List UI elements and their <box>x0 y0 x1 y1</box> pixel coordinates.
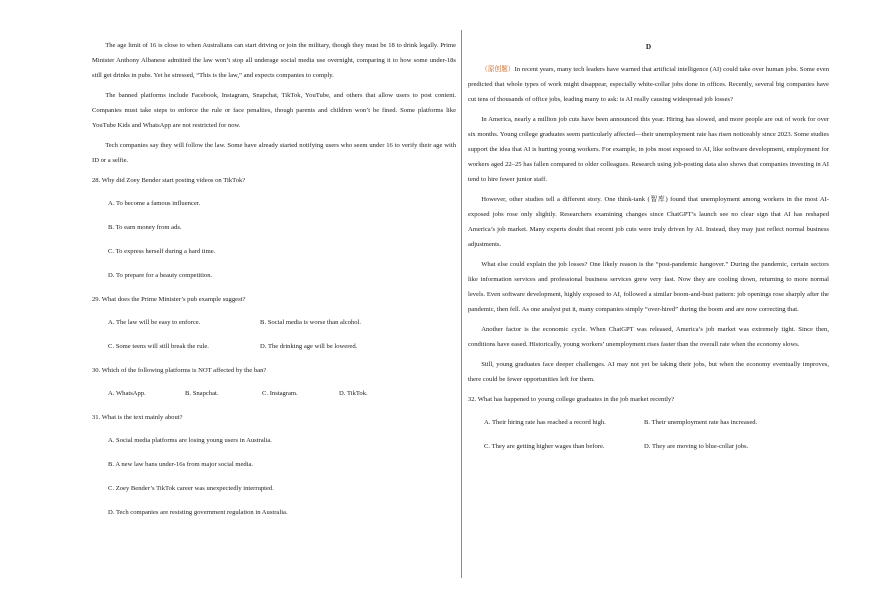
passage-paragraph: Tech companies say they will follow the law. Some have already started notifying users who seem under 16 to verify their age with ID or a selfie. <box>92 142 456 164</box>
question-28-option-b: B. To earn money from ads. <box>108 224 182 231</box>
question-28-option-c: C. To express herself during a hard time. <box>108 248 216 255</box>
column-divider <box>461 30 462 578</box>
passage-paragraph: The age limit of 16 is close to when Australians can start driving or join the military, though they must be 18 to drink legally. Prime Minister Anthony Albanese admitted the law won’t stop all underage social media use overnight, comparing it to how some under-18s still get drinks in pubs. Yet he stressed, “This is the law,” and expects companies to comply. <box>92 42 456 79</box>
left-column <box>92 38 456 529</box>
question-31-option-a: A. Social media platforms are losing young users in Australia. <box>108 437 272 444</box>
question-29-options-row-1 <box>92 315 456 330</box>
question-30-options-row <box>92 386 456 401</box>
question-30-stem: 30. Which of the following platforms is NOT affected by the ban? <box>92 367 267 374</box>
question-31-option-c: C. Zoey Bender’s TikTok career was unexpectedly interrupted. <box>108 485 274 492</box>
passage-paragraph-text: In recent years, many tech leaders have warned that artificial intelligence (AI) could take over human jobs. Some even predicted that whole types of work might disappear, especially white-collar jobs done in offices. Recently, several big companies have cut tens of thousands of office jobs, leading many to ask: is AI really causing widespread job losses? <box>468 66 829 103</box>
passage-paragraph: Another factor is the economic cycle. When ChatGPT was released, America’s job market was extremely tight. Since then, conditions have eased. Historically, young workers’ unemployment rises faster than the overall rate when the economy slows. <box>468 326 829 348</box>
question-29-options-row-2 <box>92 339 456 354</box>
question-31-stem: 31. What is the text mainly about? <box>92 414 183 421</box>
question-29-option-a: A. The law will be easy to enforce. <box>108 319 201 326</box>
question-32-stem: 32. What has happened to young college graduates in the job market recently? <box>468 396 675 403</box>
question-28-option-d: D. To prepare for a beauty competition. <box>108 272 213 279</box>
passage-paragraph: In America, nearly a million job cuts have been announced this year. Hiring has slowed, and more people are out of work for over six months. Young college graduates seem particularly affected—their unemployment rate has risen noticeably since 2023. Some studies support the idea that AI is hurting young workers. For example, in jobs most exposed to AI, like software development, employment for workers aged 22–25 has fallen compared to older colleagues. Research using job-posting data also shows that companies investing in AI tend to hire fewer junior staff. <box>468 116 829 183</box>
question-29-option-b: B. Social media is worse than alcohol. <box>260 319 362 326</box>
section-heading: D <box>645 43 652 51</box>
question-32-options-row-1 <box>468 415 829 430</box>
right-column <box>468 38 829 463</box>
question-31-option-d: D. Tech companies are resisting government regulation in Australia. <box>108 509 288 516</box>
question-32-option-a: A. Their hiring rate has reached a record high. <box>484 419 606 426</box>
question-30-option-d: D. TikTok. <box>339 390 368 397</box>
question-30-option-a: A. WhatsApp. <box>108 390 146 397</box>
question-29-stem: 29. What does the Prime Minister’s pub example suggest? <box>92 296 246 303</box>
passage-paragraph <box>468 62 829 107</box>
passage-paragraph: Still, young graduates face deeper challenges. AI may not yet be taking their jobs, but when the economy eventually improves, there could be fewer opportunities left for them. <box>468 361 829 383</box>
question-32-option-b: B. Their unemployment rate has increased. <box>644 419 758 426</box>
passage-paragraph: However, other studies tell a different story. One think-tank (智库) found that unemployment among workers in the most AI-exposed jobs rose only slightly. Researchers examining changes since ChatGPT’s launch see no clear sign that AI has reshaped America’s job market. Many experts doubt that recent job cuts were truly driven by AI. Instead, they may just reflect normal business adjustments. <box>468 196 829 248</box>
question-32-option-d: D. They are moving to blue-collar jobs. <box>644 443 749 450</box>
question-32-option-c: C. They are getting higher wages than before. <box>484 443 605 450</box>
question-29-option-c: C. Some teens will still break the rule. <box>108 343 209 350</box>
question-28-stem: 28. Why did Zoey Bender start posting videos on TikTok? <box>92 177 246 184</box>
original-question-tag: （原创题） <box>481 66 515 73</box>
question-29-option-d: D. The drinking age will be lowered. <box>260 343 358 350</box>
question-30-option-c: C. Instagram. <box>262 390 298 397</box>
question-28-option-a: A. To become a famous influencer. <box>108 200 201 207</box>
question-32-options-row-2 <box>468 439 829 454</box>
passage-paragraph: What else could explain the job losses? One likely reason is the “post-pandemic hangover.” During the pandemic, certain sectors like information services and professional business services grew very fast. Now they are cooling down, returning to more normal levels. Even software development, highly exposed to AI, followed a similar boom-and-bust pattern: job openings rose sharply after the pandemic, then fell. As one analyst put it, many companies simply “over-hired” during the boom and are now correcting that. <box>468 261 829 313</box>
question-30-option-b: B. Snapchat. <box>185 390 219 397</box>
question-31-option-b: B. A new law bans under-16s from major social media. <box>108 461 254 468</box>
passage-paragraph: The banned platforms include Facebook, Instagram, Snapchat, TikTok, YouTube, and others that allow users to post content. Companies must take steps to enforce the rule or face penalties, though parents and children won’t be fined. Some platforms like YouTube Kids and WhatsApp are not restricted for now. <box>92 92 456 129</box>
